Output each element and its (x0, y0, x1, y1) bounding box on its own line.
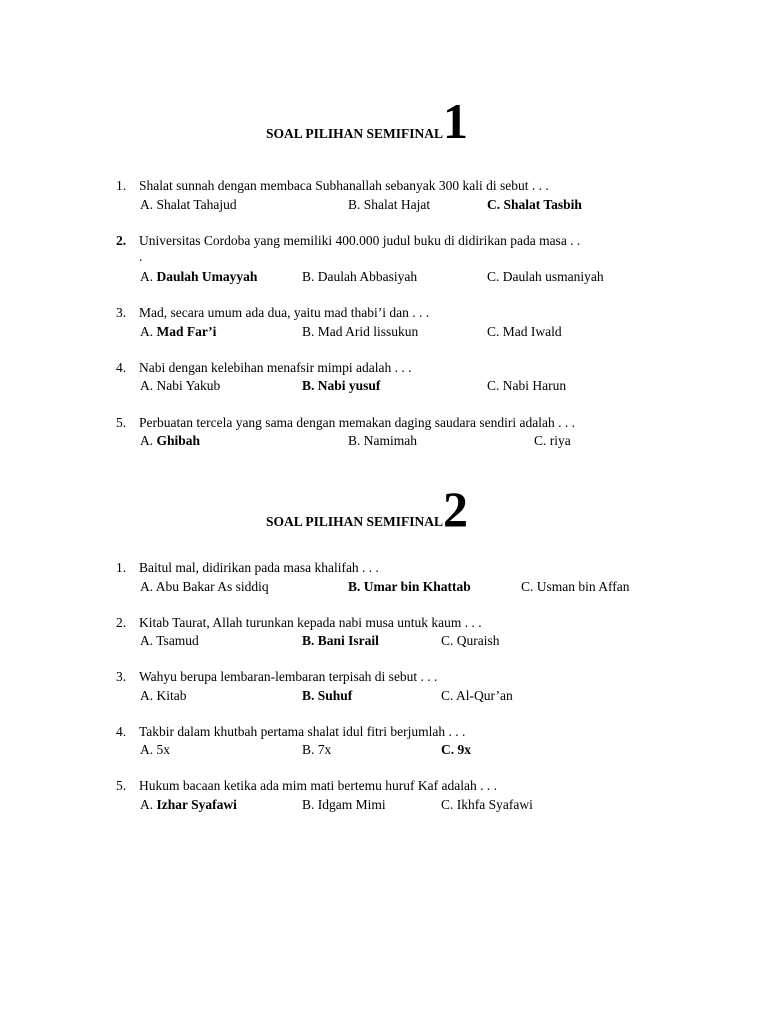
section-number: 2 (443, 481, 469, 537)
option-prefix: A. (140, 269, 157, 284)
option-c-correct: C. Shalat Tasbih (487, 197, 582, 212)
option-a-correct (140, 432, 200, 450)
option-c: C. Quraish (441, 633, 500, 648)
question-number: 5. (116, 415, 127, 430)
option-a-correct (140, 268, 257, 286)
option-a-correct (140, 323, 216, 341)
option-b: B. Shalat Hajat (348, 197, 431, 212)
option-answer: Mad Far’i (156, 324, 217, 339)
question-text: Takbir dalam khutbah pertama shalat idul fitri berjumlah . . . (139, 724, 466, 739)
option-b-correct: B. Nabi yusuf (302, 378, 381, 393)
question-number: 5. (116, 778, 127, 793)
option-a: A. Shalat Tahajud (140, 197, 237, 212)
section-1-title (266, 93, 469, 149)
option-b: B. Namimah (348, 433, 417, 448)
section-title-text: SOAL PILIHAN SEMIFINAL (266, 514, 444, 529)
option-c: C. Daulah usmaniyah (487, 269, 604, 284)
question-text: Mad, secara umum ada dua, yaitu mad thabi’i dan . . . (139, 305, 430, 320)
option-c: C. riya (534, 433, 571, 448)
option-b: B. Mad Arid lissukun (302, 324, 419, 339)
option-a: A. Abu Bakar As siddiq (140, 579, 269, 594)
option-a: A. Tsamud (140, 633, 199, 648)
option-a: A. Kitab (140, 688, 187, 703)
option-a-correct (140, 796, 237, 814)
question-text: Kitab Taurat, Allah turunkan kepada nabi musa untuk kaum . . . (139, 615, 482, 630)
question-text: Baitul mal, didirikan pada masa khalifah . . . (139, 560, 379, 575)
section-2-title (266, 481, 469, 537)
option-c: C. Nabi Harun (487, 378, 567, 393)
option-c: C. Usman bin Affan (521, 579, 630, 594)
option-a: A. Nabi Yakub (140, 378, 221, 393)
option-b-correct: B. Bani Israil (302, 633, 379, 648)
section-title-text: SOAL PILIHAN SEMIFINAL (266, 126, 444, 141)
option-prefix: A. (140, 324, 157, 339)
question-number: 4. (116, 724, 127, 739)
question-number: 1. (116, 560, 127, 575)
option-b: B. Daulah Abbasiyah (302, 269, 418, 284)
option-answer: Daulah Umayyah (156, 269, 258, 284)
option-a: A. 5x (140, 742, 170, 757)
option-prefix: A. (140, 797, 157, 812)
section-number: 1 (443, 93, 469, 149)
option-answer: Ghibah (156, 433, 201, 448)
question-text: Wahyu berupa lembaran-lembaran terpisah di sebut . . . (139, 669, 438, 684)
option-c-correct: C. 9x (441, 742, 471, 757)
question-text: Shalat sunnah dengan membaca Subhanallah sebanyak 300 kali di sebut . . . (139, 178, 549, 193)
question-text: Hukum bacaan ketika ada mim mati bertemu huruf Kaf adalah . . . (139, 778, 497, 793)
question-number: 3. (116, 305, 127, 320)
question-number: 1. (116, 178, 127, 193)
question-text: Nabi dengan kelebihan menafsir mimpi adalah . . . (139, 360, 412, 375)
option-prefix: A. (140, 433, 157, 448)
option-b-correct: B. Suhuf (302, 688, 353, 703)
option-b: B. Idgam Mimi (302, 797, 386, 812)
option-b-correct: B. Umar bin Khattab (348, 579, 471, 594)
question-number: 2. (116, 615, 127, 630)
question-number: 4. (116, 360, 127, 375)
question-text-continuation: . (139, 249, 143, 264)
option-c: C. Al-Qur’an (441, 688, 513, 703)
option-c: C. Ikhfa Syafawi (441, 797, 533, 812)
option-answer: Izhar Syafawi (156, 797, 237, 812)
question-number: 2. (116, 233, 127, 248)
question-text: Universitas Cordoba yang memiliki 400.000 judul buku di didirikan pada masa . . (139, 233, 581, 248)
question-number: 3. (116, 669, 127, 684)
question-text: Perbuatan tercela yang sama dengan memakan daging saudara sendiri adalah . . . (139, 415, 575, 430)
option-b: B. 7x (302, 742, 332, 757)
option-c: C. Mad Iwald (487, 324, 562, 339)
